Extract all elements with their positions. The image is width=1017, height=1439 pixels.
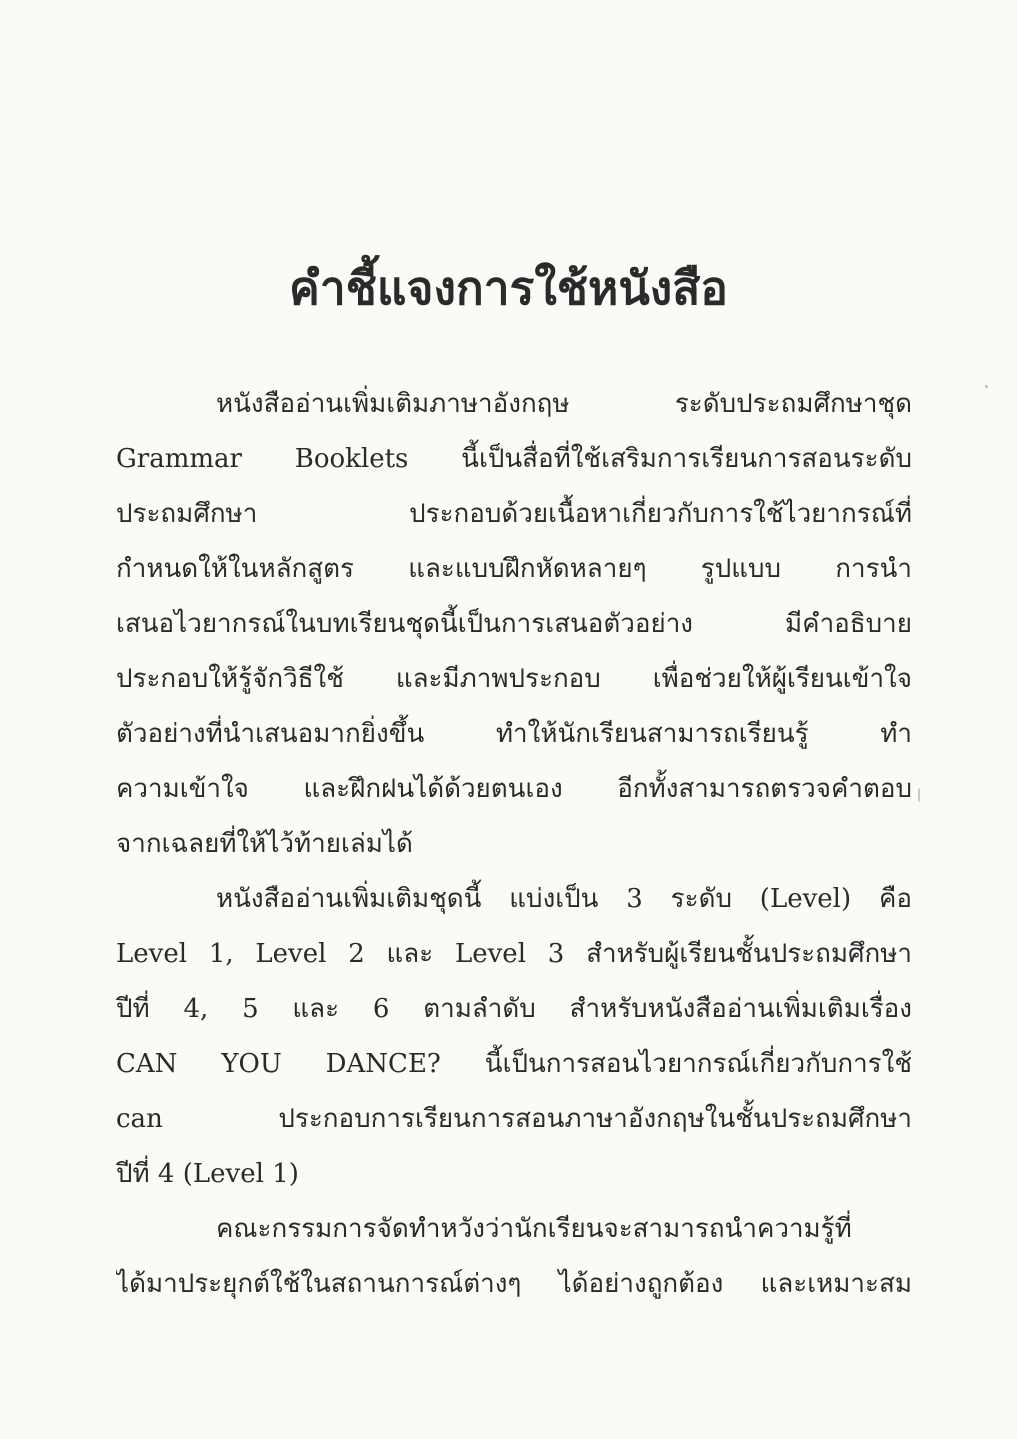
text-line: can ประกอบการเรียนการสอนภาษาอังกฤษในชั้นประถมศึกษา xyxy=(116,1104,912,1134)
text-line: Level 1, Level 2 และ Level 3 สำหรับผู้เรียนชั้นประถมศึกษา xyxy=(116,939,912,969)
text-line: เสนอไวยากรณ์ในบทเรียนชุดนี้เป็นการเสนอตัวอย่าง มีคำอธิบาย xyxy=(116,609,912,639)
text-line: ประถมศึกษา ประกอบด้วยเนื้อหาเกี่ยวกับการใช้ไวยากรณ์ที่ xyxy=(116,499,912,529)
text-line: ตัวอย่างที่นำเสนอมากยิ่งขึ้น ทำให้นักเรียนสามารถเรียนรู้ ทำ xyxy=(116,719,912,749)
text-line: กำหนดให้ในหลักสูตร และแบบฝึกหัดหลายๆ รูปแบบ การนำ xyxy=(116,554,912,584)
text-line: จากเฉลยที่ให้ไว้ท้ายเล่มได้ xyxy=(116,829,413,859)
paragraph-3 xyxy=(116,1202,912,1312)
paragraph-1 xyxy=(116,377,912,872)
text-line: คณะกรรมการจัดทำหวังว่านักเรียนจะสามารถนำความรู้ที่ xyxy=(216,1214,852,1244)
scan-speck xyxy=(985,385,988,388)
text-line: หนังสืออ่านเพิ่มเติมชุดนี้ แบ่งเป็น 3 ระดับ (Level) คือ xyxy=(216,884,912,914)
text-line: หนังสืออ่านเพิ่มเติมภาษาอังกฤษ ระดับประถมศึกษาชุด xyxy=(216,389,912,419)
text-line: Grammar Booklets นี้เป็นสื่อที่ใช้เสริมการเรียนการสอนระดับ xyxy=(116,444,912,474)
text-line: ปีที่ 4 (Level 1) xyxy=(116,1159,299,1189)
scan-mark xyxy=(918,788,923,802)
paragraph-2 xyxy=(116,872,912,1202)
body-text xyxy=(116,377,912,1312)
text-line: ประกอบให้รู้จักวิธีใช้ และมีภาพประกอบ เพื่อช่วยให้ผู้เรียนเข้าใจ xyxy=(116,664,912,694)
page-title: คำชี้แจงการใช้หนังสือ xyxy=(289,261,728,315)
text-line: ปีที่ 4, 5 และ 6 ตามลำดับ สำหรับหนังสืออ่านเพิ่มเติมเรื่อง xyxy=(116,994,912,1024)
text-line: ได้มาประยุกต์ใช้ในสถานการณ์ต่างๆ ได้อย่างถูกต้อง และเหมาะสม xyxy=(116,1269,912,1299)
text-line: CAN YOU DANCE? นี้เป็นการสอนไวยากรณ์เกี่ยวกับการใช้ xyxy=(116,1049,912,1079)
text-line: ความเข้าใจ และฝึกฝนได้ด้วยตนเอง อีกทั้งสามารถตรวจคำตอบ xyxy=(116,774,912,804)
